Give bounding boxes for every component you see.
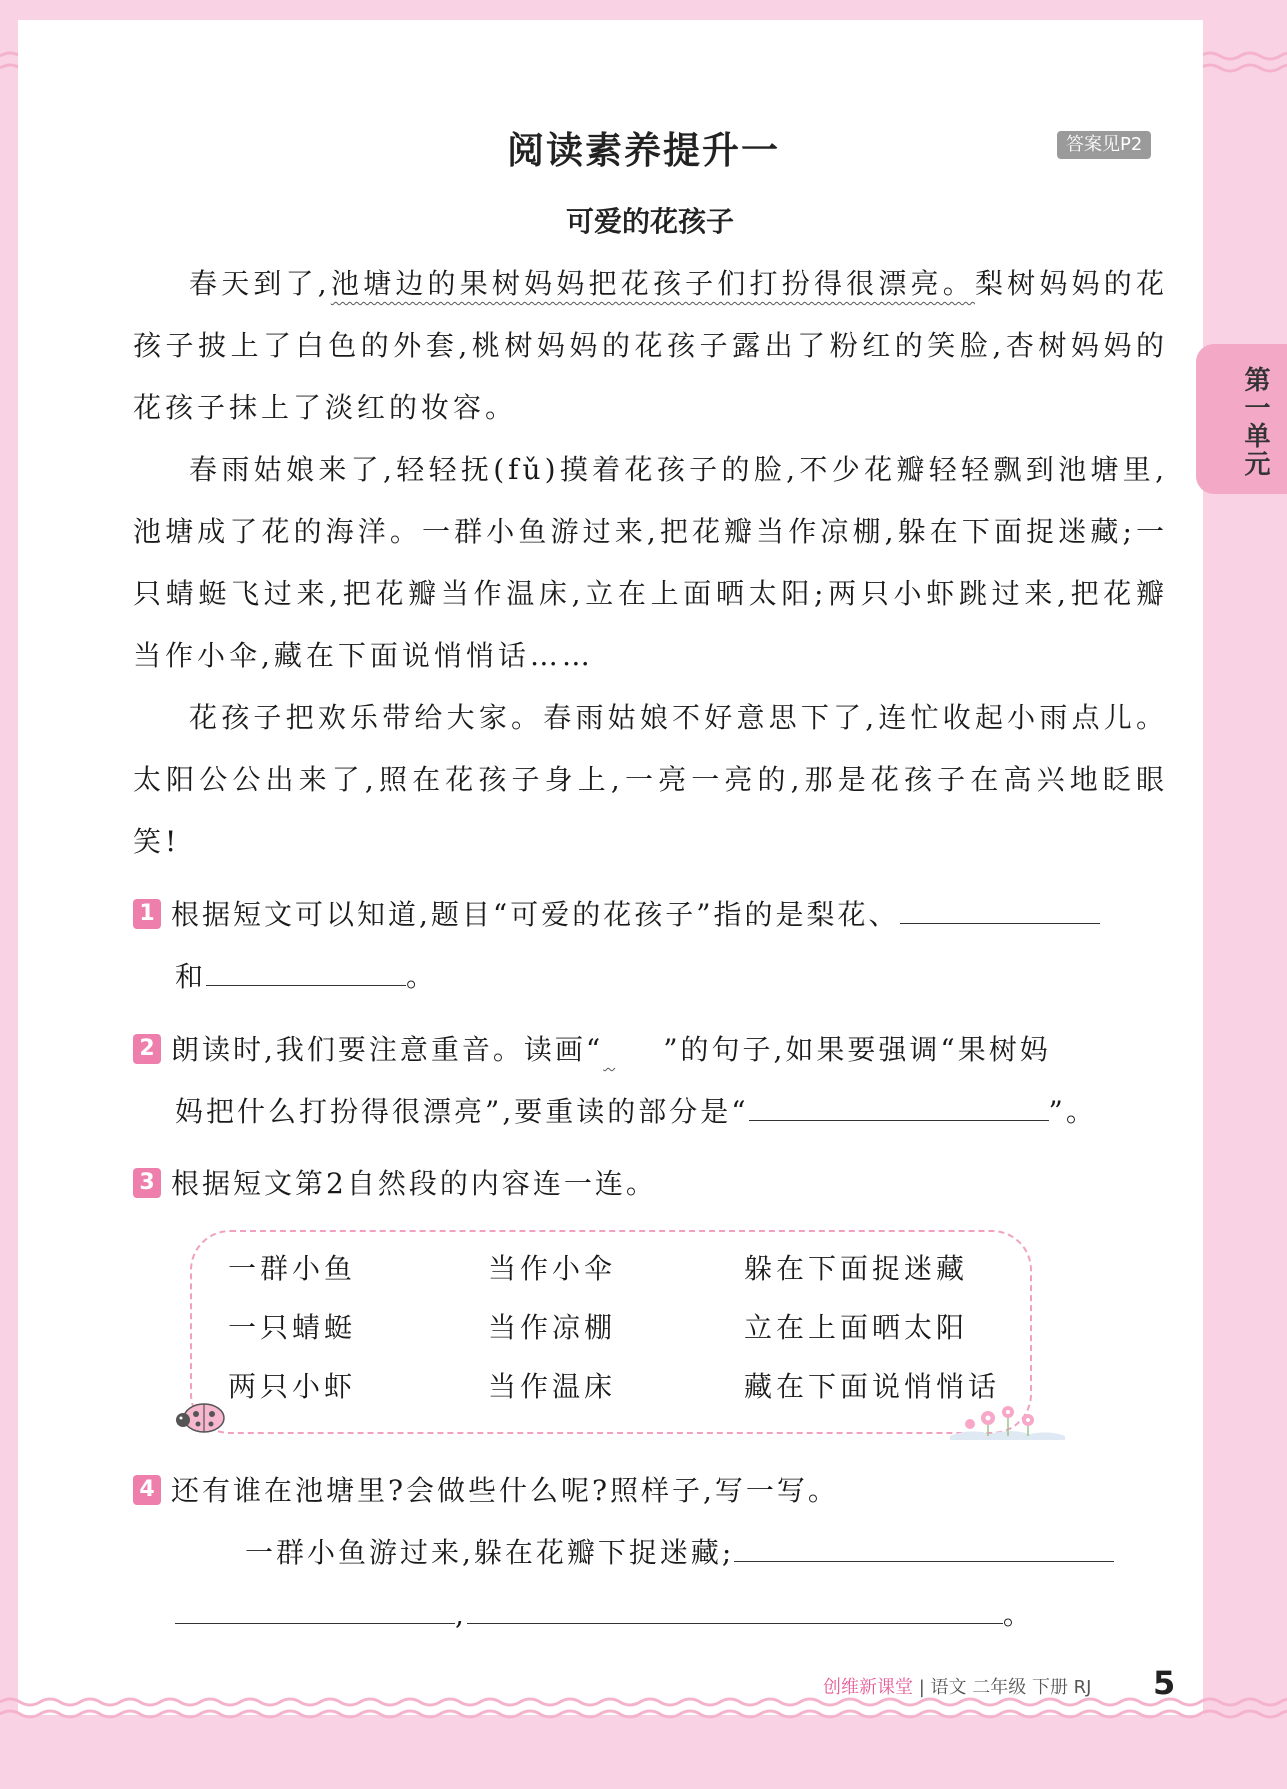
question-number-3: 3 (133, 1168, 161, 1198)
question-2-text-b: ”的句子,如果要强调“果树妈 (663, 1033, 1051, 1066)
match-subject-3[interactable]: 两只小虾 (228, 1370, 357, 1403)
footer-book-info: 语文 二年级 下册 RJ (930, 1677, 1092, 1698)
passage-title: 可爱的花孩子 (565, 205, 734, 238)
reading-passage (133, 253, 1168, 873)
question-1-prefix: 和 (175, 960, 207, 993)
match-action-2[interactable]: 立在上面晒太阳 (744, 1311, 969, 1344)
match-subject-2[interactable]: 一只蜻蜓 (228, 1311, 357, 1344)
match-action-1[interactable]: 躲在下面捉迷藏 (744, 1252, 969, 1285)
unit-side-tab-label: 第一单元 (1240, 366, 1270, 478)
question-1-text: 根据短文可以知道,题目“可爱的花孩子”指的是梨花、 (171, 898, 900, 931)
question-number-2: 2 (133, 1034, 161, 1064)
footer-info: 创维新课堂 | 语文 二年级 下册 RJ (823, 1677, 1092, 1698)
page-title: 阅读素养提升一 (507, 129, 780, 172)
question-2-end: ”。 (1048, 1095, 1097, 1128)
question-1-end: 。 (406, 960, 438, 993)
question-2 (133, 1019, 1173, 1143)
match-action-3[interactable]: 藏在下面说悄悄话 (744, 1370, 1001, 1403)
question-4-comma: , (455, 1598, 467, 1631)
answer-blank-1b[interactable] (206, 955, 406, 986)
p1-start: 春天到了, (189, 267, 331, 300)
question-1 (133, 884, 1173, 1008)
answer-reference-badge: 答案见P2 (1057, 131, 1151, 159)
question-2-line2-text: 妈把什么打扮得很漂亮”,要重读的部分是“ (175, 1095, 749, 1128)
page-number: 5 (1153, 1664, 1176, 1702)
footer-brand: 创维新课堂 (823, 1677, 913, 1698)
paragraph-3: 花孩子把欢乐带给大家。春雨姑娘不好意思下了,连忙收起小雨点儿。太阳公公出来了,照在花孩子身上,一亮一亮的,那是花孩子在高兴地眨眼笑! (133, 701, 1168, 858)
match-use-2[interactable]: 当作凉棚 (488, 1311, 617, 1344)
answer-blank-4a[interactable] (734, 1531, 1114, 1562)
bottom-wavy-border (0, 1690, 1287, 1730)
question-number-1: 1 (133, 899, 161, 929)
flowers-decoration-icon (950, 1400, 1065, 1440)
wavy-underlined-sentence: 池塘边的果树妈妈把花孩子们打扮得很漂亮。 (330, 267, 975, 300)
answer-blank-4b[interactable] (175, 1593, 455, 1624)
match-subject-1[interactable]: 一群小鱼 (228, 1252, 357, 1285)
question-4-example: 一群小鱼游过来,躲在花瓣下捉迷藏; (245, 1536, 735, 1569)
paragraph-1 (133, 253, 1168, 439)
question-number-4: 4 (133, 1475, 161, 1505)
question-4-period: 。 (1002, 1598, 1034, 1631)
paragraph-2: 春雨姑娘来了,轻轻抚(fǔ)摸着花孩子的脸,不少花瓣轻轻飘到池塘里,池塘成了花的海洋。一群小鱼游过来,把花瓣当作凉棚,躲在下面捉迷藏;一只蜻蜓飞过来,把花瓣当作温床,立在上面晒太阳;两只小虾跳过来,把花瓣当作小伞,藏在下面说悄悄话…… (133, 453, 1168, 672)
match-use-1[interactable]: 当作小伞 (488, 1252, 617, 1285)
question-4-text: 还有谁在池塘里?会做些什么呢?照样子,写一写。 (171, 1474, 839, 1507)
question-2-line2 (133, 1081, 1173, 1143)
p1-rest: 梨树妈妈的花孩子披上了白色的外套,桃树妈妈的花孩子露出了粉红的笑脸,杏树妈妈的花孩子抹上了淡红的妆容。 (133, 267, 1168, 424)
ladybug-icon (174, 1398, 226, 1434)
answer-blank-1a[interactable] (900, 893, 1100, 924)
question-4 (133, 1460, 1173, 1646)
match-use-3[interactable]: 当作温床 (488, 1370, 617, 1403)
question-2-text-a: 朗读时,我们要注意重音。读画“ (171, 1033, 604, 1066)
question-4-answer-line (133, 1584, 1173, 1646)
question-3-text: 根据短文第2自然段的内容连一连。 (171, 1167, 657, 1200)
question-1-line2 (133, 946, 1173, 1008)
wavy-line-symbol (603, 1019, 663, 1081)
unit-side-tab[interactable] (1196, 344, 1287, 494)
question-3 (133, 1153, 1173, 1215)
answer-blank-2[interactable] (749, 1090, 1049, 1121)
answer-blank-4c[interactable] (467, 1593, 1003, 1624)
question-4-example-line (133, 1522, 1173, 1584)
